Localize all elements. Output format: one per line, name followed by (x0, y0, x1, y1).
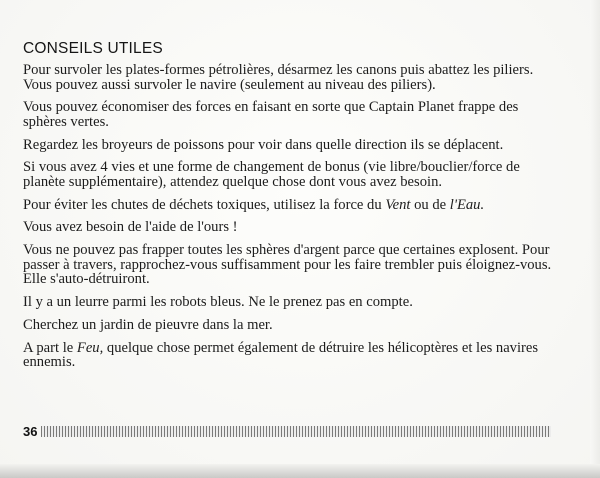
tip-emphasis: l'Eau. (449, 196, 485, 213)
tip-text: Vous pouvez économiser des forces en faisant en sorte que Captain Planet frappe des sphères vertes. (23, 99, 519, 130)
tip-paragraph (23, 243, 553, 287)
tip-paragraph (23, 100, 553, 129)
section-heading: CONSEILS UTILES (23, 40, 163, 57)
page-right-edge (590, 0, 600, 478)
tip-text: Regardez les broyeurs de poissons pour voir dans quelle direction ils se déplacent. (23, 136, 504, 153)
tip-paragraph (23, 341, 553, 370)
tip-text: Cherchez un jardin de pieuvre dans la mer. (23, 316, 273, 333)
tip-text: Si vous avez 4 vies et une forme de changement de bonus (vie libre/bouclier/force de planète supplémentaire), attendez quelque chose dont vous avez besoin. (23, 159, 520, 190)
tip-text: ou de (410, 196, 450, 213)
tip-paragraph (23, 318, 553, 333)
tip-text: Pour survoler les plates-formes pétrolières, désarmez les canons puis abattez les piliers. Vous pouvez aussi survoler le navire (seulement au niveau des piliers). (23, 62, 534, 93)
tips-list (23, 63, 553, 378)
tip-paragraph (23, 160, 553, 189)
tip-paragraph (23, 220, 553, 235)
tip-text: Pour éviter les chutes de déchets toxiques, utilisez la force du (23, 196, 386, 213)
tip-paragraph (23, 295, 553, 310)
tip-text: Vous ne pouvez pas frapper toutes les sphères d'argent parce que certaines explosent. Pour passer à travers, rapprochez-vous suffisamment pour les faire trembler puis éloignez-vous. Elle s'auto-détruiront. (23, 242, 552, 288)
tip-text: quelque chose permet également de détruire les hélicoptères et les navires ennemis. (23, 339, 539, 371)
tip-text: Vous avez besoin de l'aide de l'ours ! (23, 219, 238, 236)
tip-emphasis: Feu, (76, 339, 104, 356)
page-footer (23, 423, 551, 439)
page-number: 36 (23, 423, 38, 439)
tip-emphasis: Vent (385, 196, 411, 213)
tip-text: Il y a un leurre parmi les robots bleus. Ne le prenez pas en compte. (23, 294, 413, 311)
tip-text: A part le (23, 339, 77, 356)
page-bottom-edge (0, 464, 600, 478)
footer-bar (41, 426, 551, 437)
tip-paragraph (23, 198, 553, 213)
tip-paragraph (23, 138, 553, 153)
tip-paragraph (23, 63, 553, 92)
